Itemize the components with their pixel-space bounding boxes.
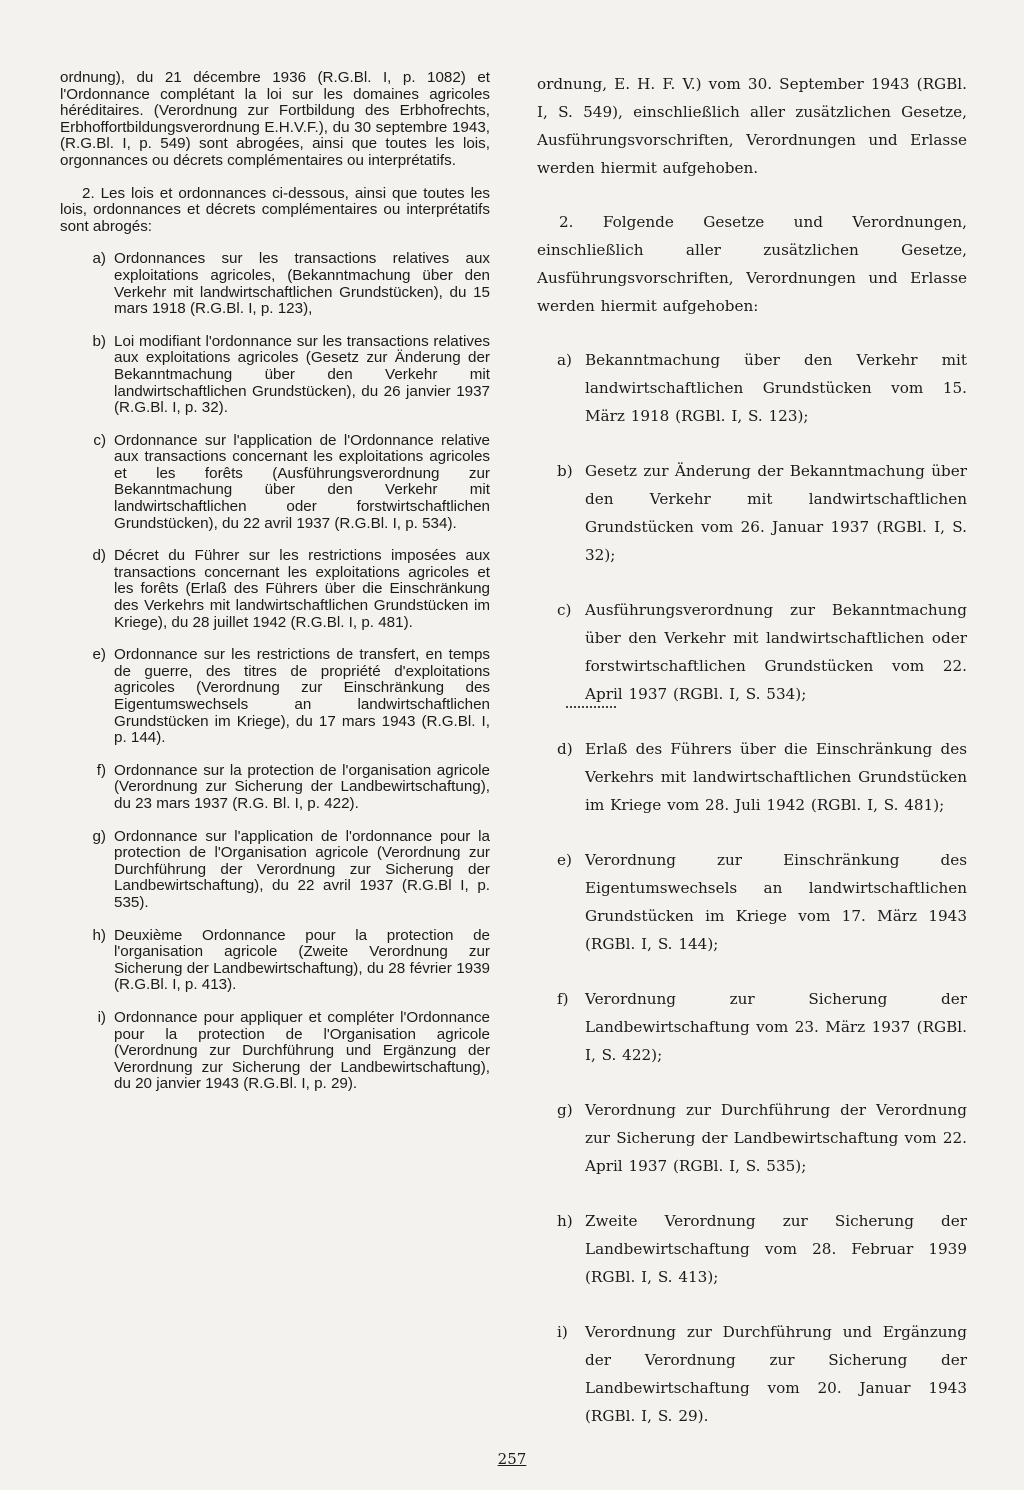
right-item-a bbox=[557, 346, 967, 430]
left-item-b bbox=[80, 334, 490, 417]
item-text: Erlaß des Führers über die Einschränkung des Verkehrs mit landwirtschaftlichen Grundstücken im Kriege vom 28. Juli 1942 (RGBl. I, S. 481); bbox=[585, 740, 967, 814]
item-label: b) bbox=[557, 462, 573, 480]
right-item-g bbox=[557, 1096, 967, 1180]
item-text: Ordonnance sur l'application de l'Ordonnance relative aux transactions concernant les exploitations agricoles et les forêts (Ausführungsverordnung zur Bekanntmachung über den Verkehr mit landwirtschaftlichen oder forstwirtschaftlichen Grundstücken), du 22 avril 1937 (R.G.Bl. I, p. 534). bbox=[114, 431, 490, 532]
right-paragraph-2: 2. Folgende Gesetze und Verordnungen, einschließlich aller zusätzlichen Gesetze, Ausführungsvorschriften, Verordnungen und Erlasse werden hiermit aufgehoben: bbox=[537, 213, 967, 315]
left-item-c bbox=[80, 433, 490, 533]
item-label: d) bbox=[557, 740, 573, 758]
item-text: Verordnung zur Sicherung der Landbewirtschaftung vom 23. März 1937 (RGBl. I, S. 422); bbox=[585, 990, 967, 1064]
item-text: Zweite Verordnung zur Sicherung der Landbewirtschaftung vom 28. Februar 1939 (RGBl. I, S. 413); bbox=[585, 1212, 967, 1286]
left-paragraph-1: ordnung), du 21 décembre 1936 (R.G.Bl. I, p. 1082) et l'Ordonnance complétant la loi sur les domaines agricoles héréditaires. (Verordnung zur Fortbildung des Erbhofrechts, Erbhoffortbildungsverordnung E.H.V.F.), du 30 septembre 1943, (R.G.Bl. I, p. 549) sont abrogées, ainsi que toutes les lois, orgonnances ou décrets complémentaires ou interprétatifs. bbox=[60, 69, 490, 169]
item-label: h) bbox=[92, 926, 106, 944]
right-item-f bbox=[557, 985, 967, 1069]
left-item-e bbox=[80, 647, 490, 747]
item-label: e) bbox=[557, 851, 572, 869]
item-label: i) bbox=[97, 1008, 106, 1026]
item-label: g) bbox=[557, 1101, 573, 1119]
item-text: Ordonnance sur la protection de l'organisation agricole (Verordnung zur Sicherung der Landbewirtschaftung), du 23 mars 1937 (R.G. Bl. I, p. 422). bbox=[114, 761, 490, 812]
item-text: Ordonnance sur les restrictions de transfert, en temps de guerre, des titres de propriété d'exploitations agricoles (Verordnung zur Einschränkung des Eigentumswechsels an landwirtschaftlichen Grundstücken im Kriege), du 17 mars 1943 (R.G.Bl. I, p. 144). bbox=[114, 646, 490, 747]
item-label: h) bbox=[557, 1212, 573, 1230]
left-item-i bbox=[80, 1010, 490, 1093]
right-item-e bbox=[557, 846, 967, 958]
right-item-b bbox=[557, 457, 967, 569]
right-item-i bbox=[557, 1318, 967, 1430]
item-text: Ausführungsverordnung zur Bekanntmachung über den Verkehr mit landwirtschaftlichen oder forstwirtschaftlichen Grundstücken vom 22. April 1937 (RGBl. I, S. 534); bbox=[585, 601, 967, 703]
left-item-f bbox=[80, 763, 490, 813]
item-label: c) bbox=[557, 601, 572, 619]
item-text: Loi modifiant l'ordonnance sur les transactions relatives aux exploitations agricoles (Gesetz zur Änderung der Bekanntmachung über den Verkehr mit landwirtschaftlichen Grundstücken), du 26 janvier 1937 (R.G.Bl. I, p. 32). bbox=[114, 332, 490, 417]
right-item-h bbox=[557, 1207, 967, 1291]
item-text: Décret du Führer sur les restrictions imposées aux transactions concernant les exploitations agricoles et les forêts (Erlaß des Führers über die Einschränkung des Verkehrs mit landwirtschaftlichen Grundstücken im Kriege), du 28 juillet 1942 (R.G.Bl. I, p. 481). bbox=[114, 547, 490, 631]
german-column bbox=[537, 70, 967, 1457]
item-text: Deuxième Ordonnance pour la protection de l'organisation agricole (Zweite Verordnung zur Sicherung der Landbewirtschaftung), du 28 février 1939 (R.G.Bl. I, p. 413). bbox=[114, 926, 490, 994]
item-label: a) bbox=[92, 250, 106, 268]
item-label: d) bbox=[92, 547, 106, 565]
item-label: a) bbox=[557, 351, 572, 369]
left-item-d bbox=[80, 548, 490, 631]
item-label: e) bbox=[92, 646, 106, 664]
item-text: Verordnung zur Einschränkung des Eigentumswechsels an landwirtschaftlichen Grundstücken im Kriege vom 17. März 1943 (RGBl. I, S. 144); bbox=[585, 851, 967, 953]
item-label: g) bbox=[92, 827, 106, 845]
item-text: Bekanntmachung über den Verkehr mit landwirtschaftlichen Grundstücken vom 15. März 1918 (RGBl. I, S. 123); bbox=[585, 351, 967, 425]
left-item-h bbox=[80, 928, 490, 994]
left-item-a bbox=[80, 251, 490, 317]
item-label: f) bbox=[557, 990, 569, 1008]
item-text: Ordonnance pour appliquer et compléter l'Ordonnance pour la protection de l'Organisation agricole (Verordnung zur Durchführung und Ergänzung der Verordnung zur Sicherung der Landbewirtschaftung), du 20 janvier 1943 (R.G.Bl. I, p. 29). bbox=[114, 1008, 490, 1093]
page-number: 257 bbox=[497, 1450, 527, 1468]
right-item-c bbox=[557, 596, 967, 708]
left-paragraph-2: 2. Les lois et ordonnances ci-dessous, ainsi que toutes les lois, ordonnances et décrets complémentaires ou interprétatifs sont abrogés: bbox=[60, 184, 490, 235]
item-text: Ordonnance sur l'application de l'ordonnance pour la protection de l'Organisation agricole (Verordnung zur Durchführung der Verordnung zur Sicherung der Landbewirtschaftung), du 22 avril 1937 (R.G.Bl I, p. 535). bbox=[114, 827, 490, 911]
item-text: Verordnung zur Durchführung und Ergänzung der Verordnung zur Sicherung der Landbewirtschaftung vom 20. Januar 1943 (RGBl. I, S. 29). bbox=[585, 1323, 967, 1425]
item-text: Ordonnances sur les transactions relatives aux exploitations agricoles, (Bekanntmachung über den Verkehr mit landwirtschaftlichen Grundstücken), du 15 mars 1918 (R.G.Bl. I, p. 123), bbox=[114, 250, 490, 318]
item-label: i) bbox=[557, 1323, 568, 1341]
scan-mark bbox=[566, 706, 616, 708]
item-label: f) bbox=[96, 761, 106, 779]
french-column bbox=[60, 70, 490, 1109]
right-paragraph-1: ordnung, E. H. F. V.) vom 30. September 1943 (RGBl. I, S. 549), einschließlich aller zusätzlichen Gesetze, Ausführungsvorschriften, Verordnungen und Erlasse werden hiermit aufgehoben. bbox=[537, 75, 967, 177]
item-text: Gesetz zur Änderung der Bekanntmachung über den Verkehr mit landwirtschaftlichen Grundstücken vom 26. Januar 1937 (RGBl. I, S. 32); bbox=[585, 462, 967, 564]
item-label: c) bbox=[93, 431, 106, 449]
right-item-d bbox=[557, 735, 967, 819]
item-text: Verordnung zur Durchführung der Verordnung zur Sicherung der Landbewirtschaftung vom 22. April 1937 (RGBl. I, S. 535); bbox=[585, 1101, 967, 1175]
item-label: b) bbox=[92, 332, 106, 350]
left-item-g bbox=[80, 829, 490, 912]
